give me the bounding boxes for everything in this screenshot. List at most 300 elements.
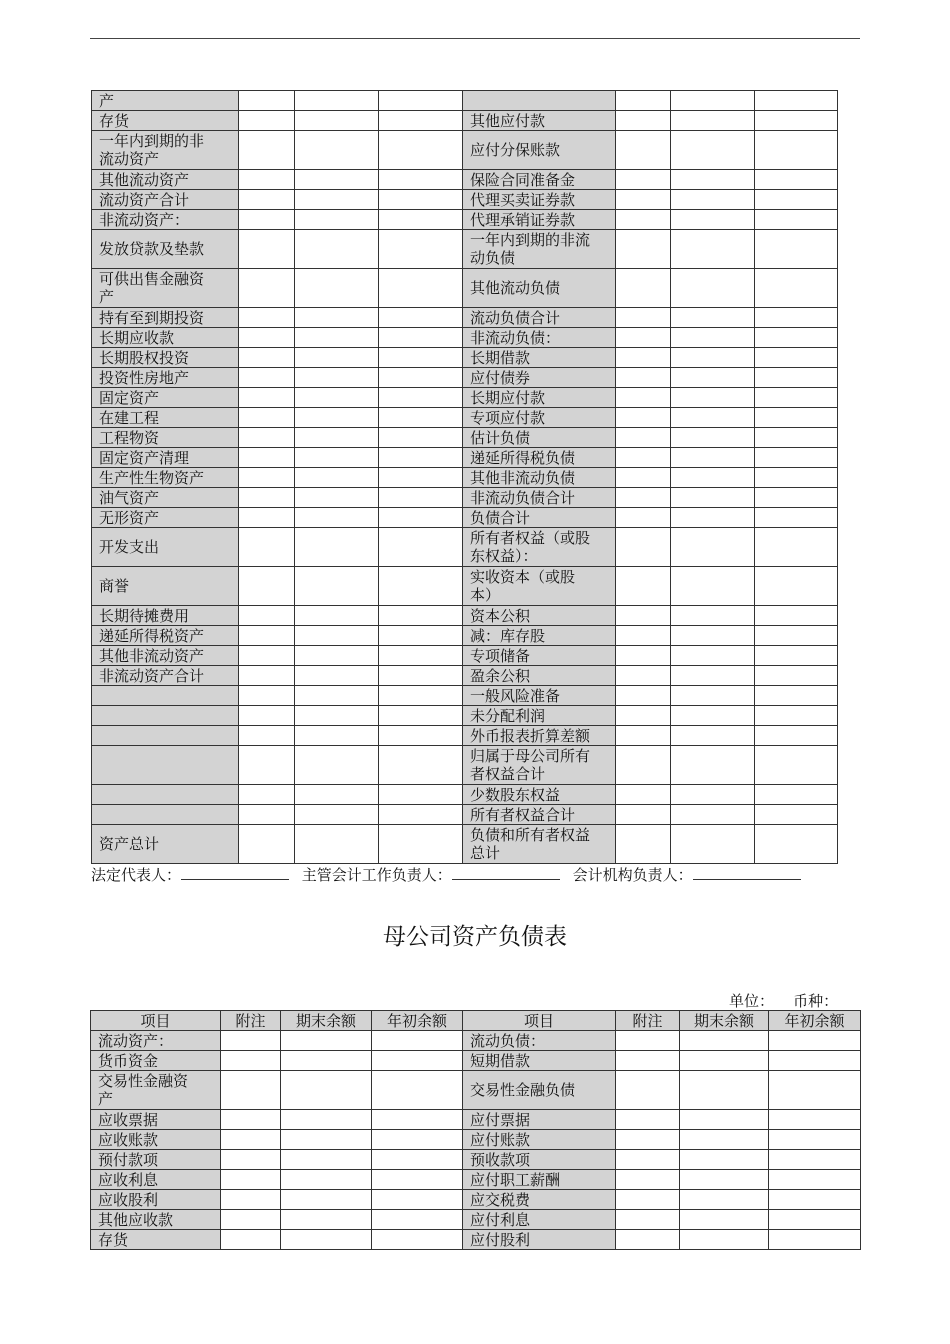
ending-balance-cell[interactable] [671,308,755,328]
opening-balance-cell[interactable] [755,230,838,269]
opening-balance-cell[interactable] [755,567,838,606]
table-row [92,706,838,726]
ending-balance-cell[interactable] [671,706,755,726]
opening-balance-cell[interactable] [372,1190,463,1210]
note-cell[interactable] [616,111,671,131]
ending-balance-cell[interactable] [295,388,379,408]
opening-balance-cell[interactable] [755,368,838,388]
note-cell[interactable] [239,488,295,508]
note-cell[interactable] [616,428,671,448]
note-cell[interactable] [616,131,671,170]
opening-balance-cell[interactable] [379,646,463,666]
col-header: 期末余额 [281,1011,372,1031]
note-cell[interactable] [239,368,295,388]
parent-balance-sheet-table [90,1010,861,1250]
opening-balance-cell[interactable] [379,111,463,131]
note-cell[interactable] [239,428,295,448]
ending-balance-cell[interactable] [680,1031,769,1051]
note-cell[interactable] [221,1130,281,1150]
opening-balance-cell[interactable] [379,408,463,428]
ending-balance-cell[interactable] [295,210,379,230]
note-cell[interactable] [616,328,671,348]
opening-balance-cell[interactable] [755,825,838,864]
opening-balance-cell[interactable] [372,1031,463,1051]
note-cell[interactable] [616,508,671,528]
ending-balance-cell[interactable] [671,91,755,111]
note-cell[interactable] [616,210,671,230]
opening-balance-cell[interactable] [755,706,838,726]
ending-balance-cell[interactable] [295,528,379,567]
note-cell[interactable] [616,746,671,785]
ending-balance-cell[interactable] [295,368,379,388]
ending-balance-cell[interactable] [680,1150,769,1170]
opening-balance-cell[interactable] [755,190,838,210]
item-label-right: 盈余公积 [463,666,616,686]
opening-balance-cell[interactable] [372,1051,463,1071]
opening-balance-cell[interactable] [372,1230,463,1250]
note-cell[interactable] [616,1230,680,1250]
note-cell[interactable] [221,1150,281,1170]
opening-balance-cell[interactable] [379,726,463,746]
ending-balance-cell[interactable] [295,448,379,468]
opening-balance-cell[interactable] [379,706,463,726]
opening-balance-cell[interactable] [755,348,838,368]
item-label-right: 所有者权益合计 [463,805,616,825]
opening-balance-cell[interactable] [379,448,463,468]
ending-balance-cell[interactable] [295,190,379,210]
opening-balance-cell[interactable] [379,468,463,488]
ending-balance-cell[interactable] [295,269,379,308]
note-cell[interactable] [221,1210,281,1230]
ending-balance-cell[interactable] [281,1051,372,1071]
table-row [92,606,838,626]
ending-balance-cell[interactable] [671,666,755,686]
ending-balance-cell[interactable] [671,726,755,746]
opening-balance-cell[interactable] [372,1170,463,1190]
ending-balance-cell[interactable] [295,230,379,269]
opening-balance-cell[interactable] [379,606,463,626]
opening-balance-cell[interactable] [755,606,838,626]
ending-balance-cell[interactable] [295,666,379,686]
opening-balance-cell[interactable] [379,488,463,508]
note-cell[interactable] [616,1150,680,1170]
item-label-left: 预付款项 [91,1150,221,1170]
note-cell[interactable] [239,785,295,805]
ending-balance-cell[interactable] [671,746,755,785]
note-cell[interactable] [616,785,671,805]
opening-balance-cell[interactable] [755,448,838,468]
opening-balance-cell[interactable] [755,726,838,746]
note-cell[interactable] [616,1110,680,1130]
signature-line [91,866,837,884]
opening-balance-cell[interactable] [769,1110,861,1130]
note-cell[interactable] [616,408,671,428]
opening-balance-cell[interactable] [755,428,838,448]
note-cell[interactable] [616,91,671,111]
note-cell[interactable] [239,308,295,328]
note-cell[interactable] [616,1210,680,1230]
accounting-head-blank[interactable] [452,867,560,880]
ending-balance-cell[interactable] [281,1031,372,1051]
ending-balance-cell[interactable] [295,308,379,328]
opening-balance-cell[interactable] [769,1031,861,1051]
table-row [91,1150,861,1170]
ending-balance-cell[interactable] [671,210,755,230]
item-label-right: 专项应付款 [463,408,616,428]
ending-balance-cell[interactable] [295,170,379,190]
note-cell[interactable] [616,1071,680,1110]
ending-balance-cell[interactable] [671,606,755,626]
note-cell[interactable] [239,328,295,348]
ending-balance-cell[interactable] [680,1170,769,1190]
opening-balance-cell[interactable] [755,646,838,666]
opening-balance-cell[interactable] [755,488,838,508]
opening-balance-cell[interactable] [755,408,838,428]
opening-balance-cell[interactable] [379,785,463,805]
note-cell[interactable] [239,528,295,567]
ending-balance-cell[interactable] [295,626,379,646]
opening-balance-cell[interactable] [769,1210,861,1230]
note-cell[interactable] [616,1130,680,1150]
note-cell[interactable] [239,408,295,428]
opening-balance-cell[interactable] [755,131,838,170]
opening-balance-cell[interactable] [755,308,838,328]
table-row [92,308,838,328]
item-label-left: 其他非流动资产 [92,646,239,666]
note-cell[interactable] [616,448,671,468]
note-cell[interactable] [221,1110,281,1130]
ending-balance-cell[interactable] [671,388,755,408]
opening-balance-cell[interactable] [372,1071,463,1110]
opening-balance-cell[interactable] [755,210,838,230]
ending-balance-cell[interactable] [671,626,755,646]
note-cell[interactable] [616,805,671,825]
ending-balance-cell[interactable] [680,1190,769,1210]
ending-balance-cell[interactable] [680,1210,769,1230]
item-label-right: 一年内到期的非流 动负债 [463,230,616,269]
ending-balance-cell[interactable] [671,428,755,448]
item-label-left: 交易性金融资 产 [91,1071,221,1110]
note-cell[interactable] [239,567,295,606]
note-cell[interactable] [616,308,671,328]
opening-balance-cell[interactable] [372,1150,463,1170]
opening-balance-cell[interactable] [379,348,463,368]
ending-balance-cell[interactable] [680,1230,769,1250]
ending-balance-cell[interactable] [671,111,755,131]
ending-balance-cell[interactable] [281,1230,372,1250]
opening-balance-cell[interactable] [372,1130,463,1150]
opening-balance-cell[interactable] [755,170,838,190]
opening-balance-cell[interactable] [755,269,838,308]
ending-balance-cell[interactable] [281,1110,372,1130]
ending-balance-cell[interactable] [295,706,379,726]
opening-balance-cell[interactable] [755,528,838,567]
ending-balance-cell[interactable] [671,646,755,666]
ending-balance-cell[interactable] [281,1150,372,1170]
ending-balance-cell[interactable] [295,348,379,368]
note-cell[interactable] [616,488,671,508]
note-cell[interactable] [616,666,671,686]
ending-balance-cell[interactable] [295,131,379,170]
opening-balance-cell[interactable] [379,666,463,686]
opening-balance-cell[interactable] [769,1230,861,1250]
ending-balance-cell[interactable] [671,269,755,308]
ending-balance-cell[interactable] [671,785,755,805]
note-cell[interactable] [221,1071,281,1110]
opening-balance-cell[interactable] [769,1190,861,1210]
note-cell[interactable] [239,91,295,111]
item-label-left: 商誉 [92,567,239,606]
note-cell[interactable] [239,269,295,308]
note-cell[interactable] [616,646,671,666]
ending-balance-cell[interactable] [671,508,755,528]
note-cell[interactable] [239,666,295,686]
opening-balance-cell[interactable] [379,805,463,825]
note-cell[interactable] [616,528,671,567]
item-label-left: 发放贷款及垫款 [92,230,239,269]
opening-balance-cell[interactable] [372,1110,463,1130]
col-header: 项目 [463,1011,616,1031]
opening-balance-cell[interactable] [379,508,463,528]
opening-balance-cell[interactable] [379,170,463,190]
ending-balance-cell[interactable] [671,230,755,269]
ending-balance-cell[interactable] [295,686,379,706]
ending-balance-cell[interactable] [295,468,379,488]
item-label-left: 持有至到期投资 [92,308,239,328]
note-cell[interactable] [221,1190,281,1210]
note-cell[interactable] [616,170,671,190]
note-cell[interactable] [239,508,295,528]
table-row [92,190,838,210]
ending-balance-cell[interactable] [295,567,379,606]
opening-balance-cell[interactable] [372,1210,463,1230]
note-cell[interactable] [221,1031,281,1051]
note-cell[interactable] [221,1051,281,1071]
item-label-right: 少数股东权益 [463,785,616,805]
item-label-right: 交易性金融负债 [463,1071,616,1110]
opening-balance-cell[interactable] [379,368,463,388]
note-cell[interactable] [239,348,295,368]
opening-balance-cell[interactable] [379,428,463,448]
ending-balance-cell[interactable] [295,825,379,864]
ending-balance-cell[interactable] [671,348,755,368]
accounting-dept-blank[interactable] [693,867,801,880]
ending-balance-cell[interactable] [671,468,755,488]
opening-balance-cell[interactable] [755,388,838,408]
ending-balance-cell[interactable] [671,190,755,210]
ending-balance-cell[interactable] [295,408,379,428]
note-cell[interactable] [616,388,671,408]
item-label-left: 一年内到期的非 流动资产 [92,131,239,170]
opening-balance-cell[interactable] [755,626,838,646]
ending-balance-cell[interactable] [295,785,379,805]
note-cell[interactable] [616,1190,680,1210]
table-row [92,91,838,111]
ending-balance-cell[interactable] [671,408,755,428]
ending-balance-cell[interactable] [671,686,755,706]
ending-balance-cell[interactable] [281,1190,372,1210]
ending-balance-cell[interactable] [671,825,755,864]
opening-balance-cell[interactable] [379,210,463,230]
note-cell[interactable] [239,388,295,408]
item-label-right: 负债合计 [463,508,616,528]
note-cell[interactable] [616,230,671,269]
note-cell[interactable] [616,468,671,488]
opening-balance-cell[interactable] [755,686,838,706]
note-cell[interactable] [239,706,295,726]
ending-balance-cell[interactable] [295,488,379,508]
item-label-right: 预收款项 [463,1150,616,1170]
note-cell[interactable] [616,1031,680,1051]
legal-rep-blank[interactable] [181,867,289,880]
table-row [91,1071,861,1110]
ending-balance-cell[interactable] [281,1210,372,1230]
note-cell[interactable] [616,606,671,626]
opening-balance-cell[interactable] [379,825,463,864]
ending-balance-cell[interactable] [680,1071,769,1110]
ending-balance-cell[interactable] [671,170,755,190]
ending-balance-cell[interactable] [671,805,755,825]
table-row [92,746,838,785]
opening-balance-cell[interactable] [379,131,463,170]
note-cell[interactable] [239,626,295,646]
opening-balance-cell[interactable] [769,1071,861,1110]
ending-balance-cell[interactable] [281,1170,372,1190]
table-row [91,1110,861,1130]
note-cell[interactable] [239,170,295,190]
note-cell[interactable] [616,348,671,368]
opening-balance-cell[interactable] [755,328,838,348]
ending-balance-cell[interactable] [295,805,379,825]
table-row [92,388,838,408]
opening-balance-cell[interactable] [769,1051,861,1071]
note-cell[interactable] [616,368,671,388]
opening-balance-cell[interactable] [755,805,838,825]
note-cell[interactable] [616,190,671,210]
note-cell[interactable] [239,210,295,230]
opening-balance-cell[interactable] [379,746,463,785]
ending-balance-cell[interactable] [295,646,379,666]
ending-balance-cell[interactable] [295,91,379,111]
ending-balance-cell[interactable] [671,567,755,606]
table-row [92,269,838,308]
ending-balance-cell[interactable] [295,508,379,528]
opening-balance-cell[interactable] [379,528,463,567]
opening-balance-cell[interactable] [755,508,838,528]
opening-balance-cell[interactable] [769,1130,861,1150]
note-cell[interactable] [239,230,295,269]
note-cell[interactable] [616,626,671,646]
table-row [92,131,838,170]
note-cell[interactable] [239,686,295,706]
opening-balance-cell[interactable] [379,388,463,408]
note-cell[interactable] [239,190,295,210]
opening-balance-cell[interactable] [379,686,463,706]
table-row [92,785,838,805]
opening-balance-cell[interactable] [755,468,838,488]
opening-balance-cell[interactable] [755,666,838,686]
item-label-left: 递延所得税资产 [92,626,239,646]
ending-balance-cell[interactable] [295,606,379,626]
note-cell[interactable] [616,269,671,308]
ending-balance-cell[interactable] [671,131,755,170]
note-cell[interactable] [616,726,671,746]
ending-balance-cell[interactable] [680,1130,769,1150]
note-cell[interactable] [239,111,295,131]
opening-balance-cell[interactable] [755,91,838,111]
opening-balance-cell[interactable] [379,230,463,269]
note-cell[interactable] [239,825,295,864]
note-cell[interactable] [616,1051,680,1071]
ending-balance-cell[interactable] [680,1051,769,1071]
table-row [91,1190,861,1210]
opening-balance-cell[interactable] [755,746,838,785]
opening-balance-cell[interactable] [769,1170,861,1190]
item-label-left: 货币资金 [91,1051,221,1071]
opening-balance-cell[interactable] [379,567,463,606]
ending-balance-cell[interactable] [680,1110,769,1130]
note-cell[interactable] [221,1230,281,1250]
item-label-left: 在建工程 [92,408,239,428]
opening-balance-cell[interactable] [755,785,838,805]
opening-balance-cell[interactable] [379,269,463,308]
note-cell[interactable] [616,1170,680,1190]
ending-balance-cell[interactable] [671,488,755,508]
note-cell[interactable] [239,646,295,666]
opening-balance-cell[interactable] [755,111,838,131]
col-header: 项目 [91,1011,221,1031]
note-cell[interactable] [239,131,295,170]
ending-balance-cell[interactable] [295,746,379,785]
item-label-left [92,686,239,706]
opening-balance-cell[interactable] [379,91,463,111]
item-label-left: 存货 [92,111,239,131]
opening-balance-cell[interactable] [379,328,463,348]
note-cell[interactable] [239,606,295,626]
opening-balance-cell[interactable] [379,190,463,210]
note-cell[interactable] [239,805,295,825]
ending-balance-cell[interactable] [671,528,755,567]
col-header: 期末余额 [680,1011,769,1031]
note-cell[interactable] [239,726,295,746]
ending-balance-cell[interactable] [295,328,379,348]
ending-balance-cell[interactable] [281,1071,372,1110]
opening-balance-cell[interactable] [379,308,463,328]
note-cell[interactable] [239,746,295,785]
note-cell[interactable] [616,567,671,606]
ending-balance-cell[interactable] [295,726,379,746]
table-row [91,1170,861,1190]
item-label-left: 应收股利 [91,1190,221,1210]
ending-balance-cell[interactable] [671,448,755,468]
ending-balance-cell[interactable] [281,1130,372,1150]
note-cell[interactable] [239,448,295,468]
opening-balance-cell[interactable] [379,626,463,646]
note-cell[interactable] [239,468,295,488]
opening-balance-cell[interactable] [769,1150,861,1170]
table-row [92,210,838,230]
note-cell[interactable] [616,825,671,864]
balance-sheet-table-continued [91,90,838,864]
ending-balance-cell[interactable] [295,428,379,448]
note-cell[interactable] [616,686,671,706]
ending-balance-cell[interactable] [295,111,379,131]
ending-balance-cell[interactable] [671,368,755,388]
table-row [92,230,838,269]
note-cell[interactable] [221,1170,281,1190]
ending-balance-cell[interactable] [671,328,755,348]
note-cell[interactable] [616,706,671,726]
